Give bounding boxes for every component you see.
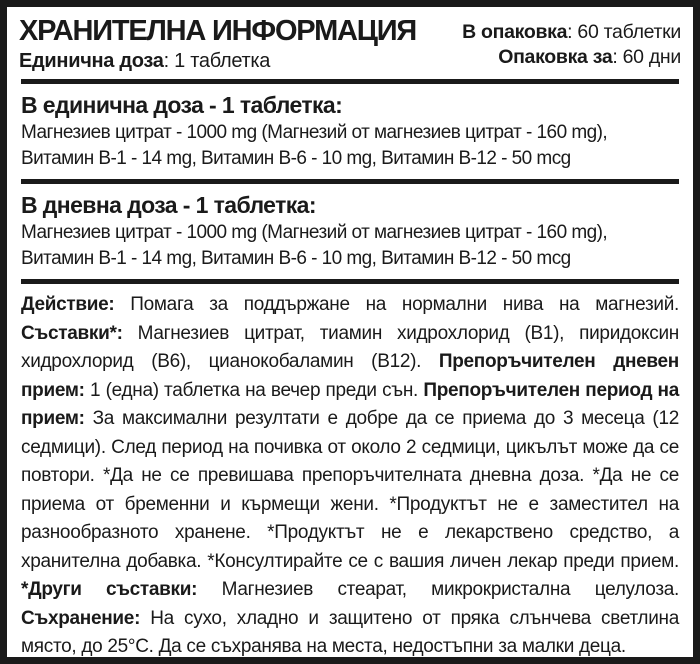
pack-duration-label: Опаковка за xyxy=(498,46,613,68)
serving-size-line xyxy=(19,48,462,74)
action-text: Помага за поддържане на нормални нива на магнезий. xyxy=(114,294,679,315)
single-dose-section xyxy=(19,90,681,174)
intake-period-label: Препоръчителен период на прием: xyxy=(21,379,679,429)
header-right xyxy=(462,14,681,70)
page-title: ХРАНИТЕЛНА ИНФОРМАЦИЯ xyxy=(19,15,417,47)
single-dose-heading: В единична доза - 1 таблетка: xyxy=(21,92,343,118)
pack-duration-value: : 60 дни xyxy=(612,46,681,68)
pack-count-label: В опаковка xyxy=(462,21,568,43)
storage-label: Съхранение: xyxy=(21,607,141,629)
pack-count-line xyxy=(462,20,681,45)
intake-period-text: За максимални резултати е добре да се приема до 3 месеца (12 седмици). След период на почивка от около 2 седмици, цикълът може да се повтори. *Да не се превишава препоръчителната дневна доза. *Да не се приема от бременни и кърмещи жени. *Продуктът не е заместител на разнообразното хранене. *Продуктът не е лекарствено средство, а хранителна добавка. *Консултирайте се с вашия личен лекар преди прием. xyxy=(21,408,679,572)
other-ingredients-text: Магнезиев стеарат, микрокристална целулоза. xyxy=(197,579,679,600)
ingredients-text: Магнезиев цитрат, тиамин хидрохлорид (B1), пиридоксин хидрохлорид (B6), цианокобаламин (B12). xyxy=(21,322,679,372)
divider xyxy=(21,279,679,284)
pack-count-value: : 60 таблетки xyxy=(567,21,681,43)
daily-dose-heading: В дневна доза - 1 таблетка: xyxy=(21,192,316,218)
pack-duration-line xyxy=(462,45,681,70)
action-label: Действие: xyxy=(21,294,115,315)
other-ingredients-label: *Други съставки: xyxy=(21,579,198,600)
single-dose-ingredients-line-1: Магнезиев цитрат - 1000 mg (Магнезий от магнезиев цитрат - 160 mg), xyxy=(21,122,608,143)
daily-dose-ingredients-line-1: Магнезиев цитрат - 1000 mg (Магнезий от магнезиев цитрат - 160 mg), xyxy=(21,222,608,243)
daily-dose-ingredients-line-2: Витамин B-1 - 14 mg, Витамин B-6 - 10 mg, Витамин B-12 - 50 mcg xyxy=(21,248,571,269)
serving-size-label: Единична доза xyxy=(19,50,164,72)
details-paragraph xyxy=(19,290,681,662)
header-left xyxy=(19,14,462,74)
daily-intake-text: 1 (една) таблетка на вечер преди сън. xyxy=(84,379,424,401)
divider xyxy=(21,79,679,84)
daily-dose-section xyxy=(19,190,681,274)
header xyxy=(19,14,681,74)
storage-text: На сухо, хладно и защитено от пряка слънчева светлина място, до 25°C. Да се съхранява на места, недостъпни за малки деца. xyxy=(21,607,679,657)
divider xyxy=(21,179,679,184)
serving-size-value: : 1 таблетка xyxy=(163,50,271,72)
single-dose-ingredients-line-2: Витамин B-1 - 14 mg, Витамин B-6 - 10 mg, Витамин B-12 - 50 mcg xyxy=(21,148,571,169)
ingredients-label: Съставки*: xyxy=(21,322,123,344)
daily-intake-label: Препоръчителен дневен прием: xyxy=(21,351,679,401)
